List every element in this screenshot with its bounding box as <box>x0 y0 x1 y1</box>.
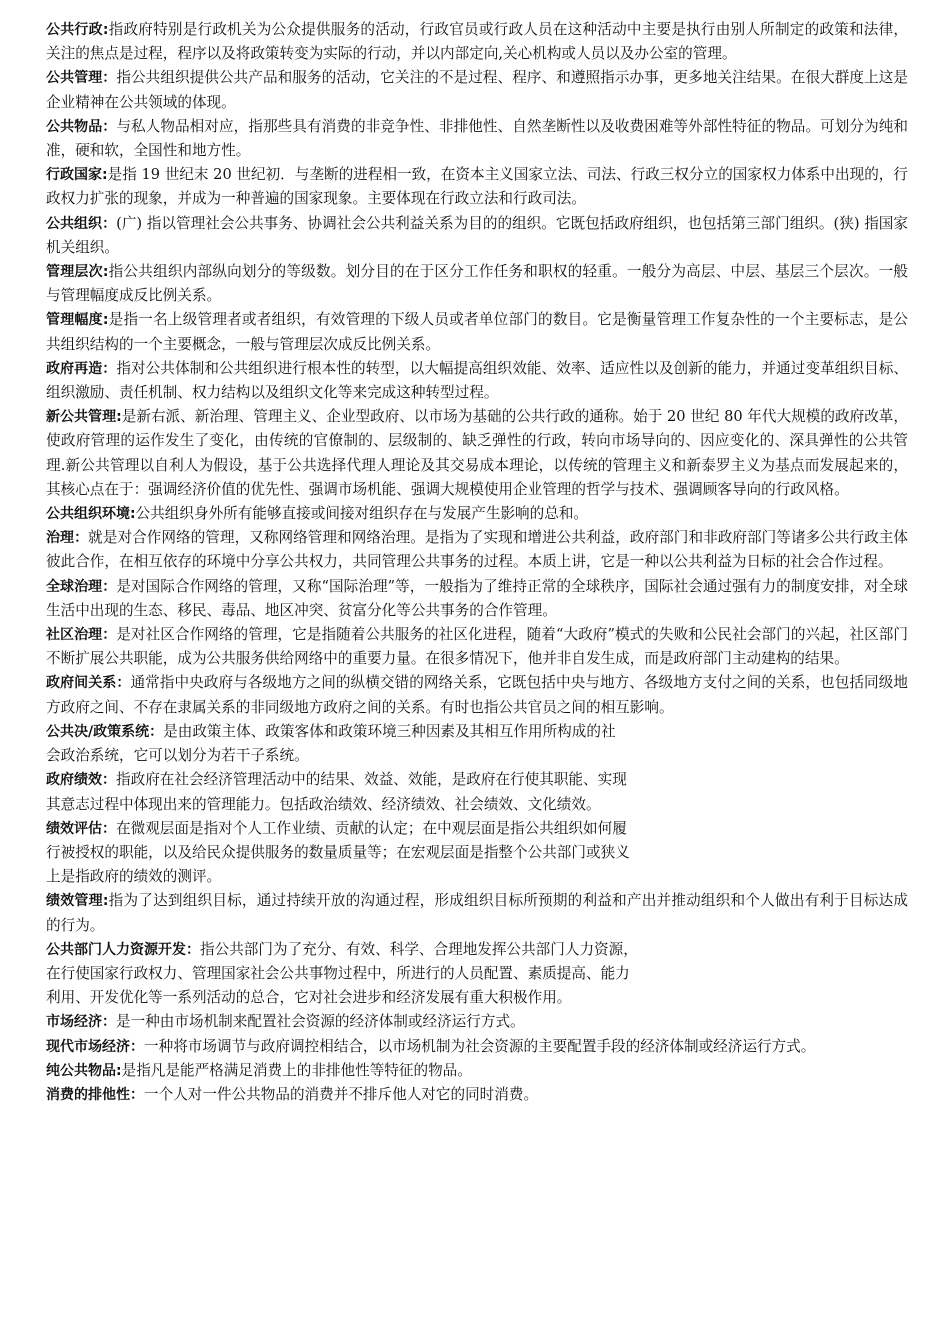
term-label: 绩效评估 <box>46 820 102 837</box>
definition-text: 是对社区合作网络的管理，它是指随着公共服务的社区化进程，随着“大政府”模式的失败和公民社会部门的兴起，社区部门不断扩展公共职能，成为公共服务供给网络中的重要力量。在很多情况下，他并非自发生成，而是政府部门主动建构的结果。 <box>46 626 908 668</box>
definition-text: 是对国际合作网络的管理，又称“国际治理”等，一般指为了维持正常的全球秩序，国际社会通过强有力的制度安排，对全球生活中出现的生态、移民、毒品、地区冲突、贫富分化等公共事务的合作管理。 <box>46 577 908 619</box>
entry-administrative-state: 行政国家:是指 19 世纪末 20 世纪初．与垄断的进程相一致，在资本主义国家立法、司法、行政三权分立的国家权力体系中出现的，行政权力扩张的现象，并成为一种普遍的国家现象。主要体现在行政立法和行政司法。 <box>46 166 909 208</box>
entry-public-goods: 公共物品：与私人物品相对应，指那些具有消费的非竞争性、非排他性、自然垄断性以及收费困难等外部性特征的物品。可划分为纯和准，硬和软，全国性和地方性。 <box>46 117 909 160</box>
definition-text: 指公共组织内部纵向划分的等级数。划分目的在于区分工作任务和职权的轻重。一般分为高层、中层、基层三个层次。一般与管理幅度成反比例关系。 <box>46 263 908 305</box>
entry-governance: 治理：就是对合作网络的管理，又称网络管理和网络治理。是指为了实现和增进公共利益，政府部门和非政府部门等诸多公共行政主体彼此合作，在相互依存的环境中分享公共权力，共同管理公共事务的过程。本质上讲，它是一种以公共利益为日标的社会合作过程。 <box>46 529 909 571</box>
entry-performance-management: 绩效管理:指为了达到组织目标，通过持续开放的沟通过程，形成组织目标所预期的利益和产出并推动组织和个人做出有利于目标达成的行为。 <box>46 892 908 934</box>
definition-text: 就是对合作网络的管理，又称网络管理和网络治理。是指为了实现和增进公共利益，政府部门和非政府部门等诸多公共行政主体彼此合作，在相互依存的环境中分享公共权力，共同管理公共事务的过程。本质上讲，它是一种以公共利益为日标的社会合作过程。 <box>46 529 909 571</box>
definition-text: 行被授权的职能，以及给民众提供服务的数量质量等；在宏观层面是指整个公共部门或狭义 <box>46 843 630 861</box>
term-label: 政府绩效 <box>46 772 102 789</box>
entry-span-of-control: 管理幅度:是指一名上级管理者或者组织，有效管理的下级人员或者单位部门的数目。它是衡量管理工作复杂性的一个主要标志，是公共组织结构的一个主要概念，一般与管理层次成反比例关系。 <box>46 311 908 353</box>
entry-public-management: 公共管理：指公共组织提供公共产品和服务的活动，它关注的不是过程、程序、和遵照指示办事，更多地关注结果。在很大群度上这是企业精神在公共领域的体现。 <box>46 69 909 111</box>
entry-public-organization: 公共组织：(广) 指以管理社会公共事务、协调社会公共利益关系为目的的组织。它既包括政府组织，也包括第三部门组织。(狭) 指国家机关组织。 <box>46 214 909 256</box>
term-label: 现代市场经济 <box>46 1038 130 1055</box>
definition-text: 指公共组织提供公共产品和服务的活动，它关注的不是过程、程序、和遵照指示办事，更多地关注结果。在很大群度上这是企业精神在公共领域的体现。 <box>46 69 909 111</box>
document-body <box>46 18 908 1107</box>
definition-text: 是指 19 世纪末 20 世纪初．与垄断的进程相一致，在资本主义国家立法、司法、行政三权分立的国家权力体系中出现的，行政权力扩张的现象，并成为一种普遍的国家现象。主要体现在行政立法和行政司法。 <box>46 166 909 208</box>
term-label: 公共物品 <box>46 118 103 135</box>
definition-text: (广) 指以管理社会公共事务、协调社会公共利益关系为目的的组织。它既包括政府组织，也包括第三部门组织。(狭) 指国家机关组织。 <box>46 214 909 256</box>
definition-text: 指对公共体制和公共组织进行根本性的转型，以大幅提高组织效能、效率、适应性以及创新的能力，并通过变革组织目标、组织激励、责任机制、权力结构以及组织文化等来完成这种转型过程。 <box>46 359 909 402</box>
definition-text: 与私人物品相对应，指那些具有消费的非竞争性、非排他性、自然垄断性以及收费困难等外部性特征的物品。可划分为纯和准，硬和软，全国性和地方性。 <box>46 117 909 160</box>
definition-text: 指公共部门为了充分、有效、科学、合理地发挥公共部门人力资源， <box>200 940 638 958</box>
definition-text: 指政府在社会经济管理活动中的结果、效益、效能，是政府在行使其职能、实现 <box>116 771 627 789</box>
entry-modern-market-economy: 现代市场经济：一种将市场调节与政府调控相结合，以市场机制为社会资源的主要配置手段的经济体制或经济运行方式。 <box>46 1037 816 1055</box>
entry-performance-evaluation: 绩效评估：在微观层面是指对个人工作业绩、贡献的认定；在中观层面是指公共组织如何履 行被授权的职能，以及给民众提供服务的数量质量等；在宏观层面是指整个公共部门或狭义 上是指政府的绩效的测评。 <box>46 817 718 890</box>
definition-text: 通常指中央政府与各级地方之间的纵横交错的网络关系，它既包括中央与地方、各级地方支付之间的关系，也包括同级地方政府之间、不存在隶属关系的非同级地方政府之间的关系。有时也指公共官员之间的相互影响。 <box>46 674 908 716</box>
entry-pure-public-goods: 纯公共物品:是指凡是能严格满足消费上的非排他性等特征的物品。 <box>46 1061 472 1079</box>
entry-hr-development: 公共部门人力资源开发：指公共部门为了充分、有效、科学、合理地发挥公共部门人力资源， 在行使国家行政权力、管理国家社会公共事物过程中，所进行的人员配置、素质提高、能力 利用、开发优化等一系列活动的总合，它对社会进步和经济发展有重大积极作用。 <box>46 938 718 1011</box>
definition-text: 会政治系统，它可以划分为若干子系统。 <box>46 747 309 765</box>
entry-new-public-management: 新公共管理:是新右派、新治理、管理主义、企业型政府、以市场为基础的公共行政的通称。始于 20 世纪 80 年代大规模的政府改革，使政府管理的运作发生了变化，由传统的官僚制的、层级制的、缺乏弹性的行政，转向市场导向的、因应变化的、深具弹性的公共管理.新公共管理以自利人为假设，基于公共选择代理人理论及其交易成本理论，以传统的管理主义和新泰罗主义为基点而发展起来的，其核心点在于：强调经济价值的优先性、强调市场机能、强调大规模使用企业管理的哲学与技术、强调顾客导向的行政风格。 <box>46 408 909 498</box>
term-label: 绩效管理 <box>46 893 103 910</box>
definition-text: 是指凡是能严格满足消费上的非排他性等特征的物品。 <box>121 1061 472 1079</box>
definition-text: 是新右派、新治理、管理主义、企业型政府、以市场为基础的公共行政的通称。始于 20 世纪 80 年代大规模的政府改革，使政府管理的运作发生了变化，由传统的官僚制的、层级制的、缺乏弹性的行政，转向市场导向的、因应变化的、深具弹性的公共管理.新公共管理以自利人为假设，基于公共选择代理人理论及其交易成本理论，以传统的管理主义和新泰罗主义为基点而发展起来的，其核心点在于：强调经济价值的优先性、强调市场机能、强调大规模使用企业管理的哲学与技术、强调顾客导向的行政风格。 <box>46 408 909 498</box>
entry-global-governance: 全球治理：是对国际合作网络的管理，又称“国际治理”等，一般指为了维持正常的全球秩序，国际社会通过强有力的制度安排，对全球生活中出现的生态、移民、毒品、地区冲突、贫富分化等公共事务的合作管理。 <box>46 577 908 619</box>
term-label: 社区治理 <box>46 627 103 644</box>
term-label: 公共部门人力资源开发 <box>46 941 186 958</box>
term-label: 公共行政 <box>46 22 103 38</box>
term-label: 政府间关系 <box>46 675 117 692</box>
term-label: 市场经济 <box>46 1014 102 1031</box>
entry-community-governance: 社区治理：是对社区合作网络的管理，它是指随着公共服务的社区化进程，随着“大政府”模式的失败和公民社会部门的兴起，社区部门不断扩展公共职能，成为公共服务供给网络中的重要力量。在很多情况下，他并非自发生成，而是政府部门主动建构的结果。 <box>46 626 908 668</box>
definition-text: 其意志过程中体现出来的管理能力。包括政治绩效、经济绩效、社会绩效、文化绩效。 <box>46 795 601 813</box>
definition-text: 在行使国家行政权力、管理国家社会公共事物过程中，所进行的人员配置、素质提高、能力 <box>46 964 630 982</box>
term-label: 公共管理 <box>46 70 103 87</box>
term-label: 治理 <box>46 530 75 547</box>
definition-text: 是一种由市场机制来配置社会资源的经济体制或经济运行方式。 <box>116 1013 525 1031</box>
term-label: 公共组织环境 <box>46 506 130 523</box>
definition-text: 在微观层面是指对个人工作业绩、贡献的认定；在中观层面是指公共组织如何履 <box>116 819 627 837</box>
term-label: 消费的排他性 <box>46 1086 130 1103</box>
definition-text: 指政府特别是行政机关为公众提供服务的活动，行政官员或行政人员在这种活动中主要是执行由别人所制定的政策和法律，关注的焦点是过程，程序以及将政策转变为实际的行动，并以内部定向,关心机构或人员以及办公室的管理。 <box>46 21 908 63</box>
definition-text: 公共组织身外所有能够直接或间接对组织存在与发展产生影响的总和。 <box>135 505 589 523</box>
definition-text: 指为了达到组织目标，通过持续开放的沟通过程，形成组织目标所预期的利益和产出并推动组织和个人做出有利于目标达成的行为。 <box>46 892 908 934</box>
definition-text: 是由政策主体、政策客体和政策环境三种因素及其相互作用所构成的社 <box>163 722 616 740</box>
entry-excludability: 消费的排他性：一个人对一件公共物品的消费并不排斥他人对它的同时消费。 <box>46 1085 539 1103</box>
entry-management-levels: 管理层次:指公共组织内部纵向划分的等级数。划分目的在于区分工作任务和职权的轻重。一般分为高层、中层、基层三个层次。一般与管理幅度成反比例关系。 <box>46 263 908 305</box>
entry-policy-system: 公共决/政策系统：是由政策主体、政策客体和政策环境三种因素及其相互作用所构成的社 会政治系统，它可以划分为若干子系统。 <box>46 720 718 768</box>
term-label: 行政国家 <box>46 167 103 184</box>
definition-text: 是指一名上级管理者或者组织，有效管理的下级人员或者单位部门的数目。它是衡量管理工作复杂性的一个主要标志，是公共组织结构的一个主要概念，一般与管理层次成反比例关系。 <box>46 311 908 353</box>
entry-government-performance: 政府绩效：指政府在社会经济管理活动中的结果、效益、效能，是政府在行使其职能、实现 其意志过程中体现出来的管理能力。包括政治绩效、经济绩效、社会绩效、文化绩效。 <box>46 768 718 816</box>
entry-market-economy: 市场经济：是一种由市场机制来配置社会资源的经济体制或经济运行方式。 <box>46 1013 525 1031</box>
term-label: 新公共管理 <box>46 409 117 426</box>
term-label: 管理幅度 <box>46 312 103 329</box>
entry-reinventing-government: 政府再造：指对公共体制和公共组织进行根本性的转型，以大幅提高组织效能、效率、适应性以及创新的能力，并通过变革组织目标、组织激励、责任机制、权力结构以及组织文化等来完成这种转型过程。 <box>46 359 909 402</box>
term-label: 管理层次 <box>46 264 103 281</box>
definition-text: 利用、开发优化等一系列活动的总合，它对社会进步和经济发展有重大积极作用。 <box>46 989 572 1007</box>
entry-organization-environment: 公共组织环境:公共组织身外所有能够直接或间接对组织存在与发展产生影响的总和。 <box>46 505 589 523</box>
entry-intergovernmental-relations: 政府间关系：通常指中央政府与各级地方之间的纵横交错的网络关系，它既包括中央与地方、各级地方支付之间的关系，也包括同级地方政府之间、不存在隶属关系的非同级地方政府之间的关系。有时也指公共官员之间的相互影响。 <box>46 674 908 716</box>
term-label: 全球治理 <box>46 578 103 595</box>
term-label: 公共组织 <box>46 215 103 232</box>
term-label: 公共决/政策系统 <box>46 723 150 740</box>
term-label: 政府再造 <box>46 360 103 377</box>
definition-text: 一种将市场调节与政府调控相结合，以市场机制为社会资源的主要配置手段的经济体制或经济运行方式。 <box>144 1037 816 1055</box>
term-label: 纯公共物品 <box>46 1062 116 1079</box>
entry-public-administration: 公共行政:指政府特别是行政机关为公众提供服务的活动，行政官员或行政人员在这种活动中主要是执行由别人所制定的政策和法律，关注的焦点是过程，程序以及将政策转变为实际的行动，并以内部定向,关心机构或人员以及办公室的管理。 <box>46 21 908 63</box>
definition-text: 一个人对一件公共物品的消费并不排斥他人对它的同时消费。 <box>144 1085 539 1103</box>
definition-text: 上是指政府的绩效的测评。 <box>46 868 222 886</box>
